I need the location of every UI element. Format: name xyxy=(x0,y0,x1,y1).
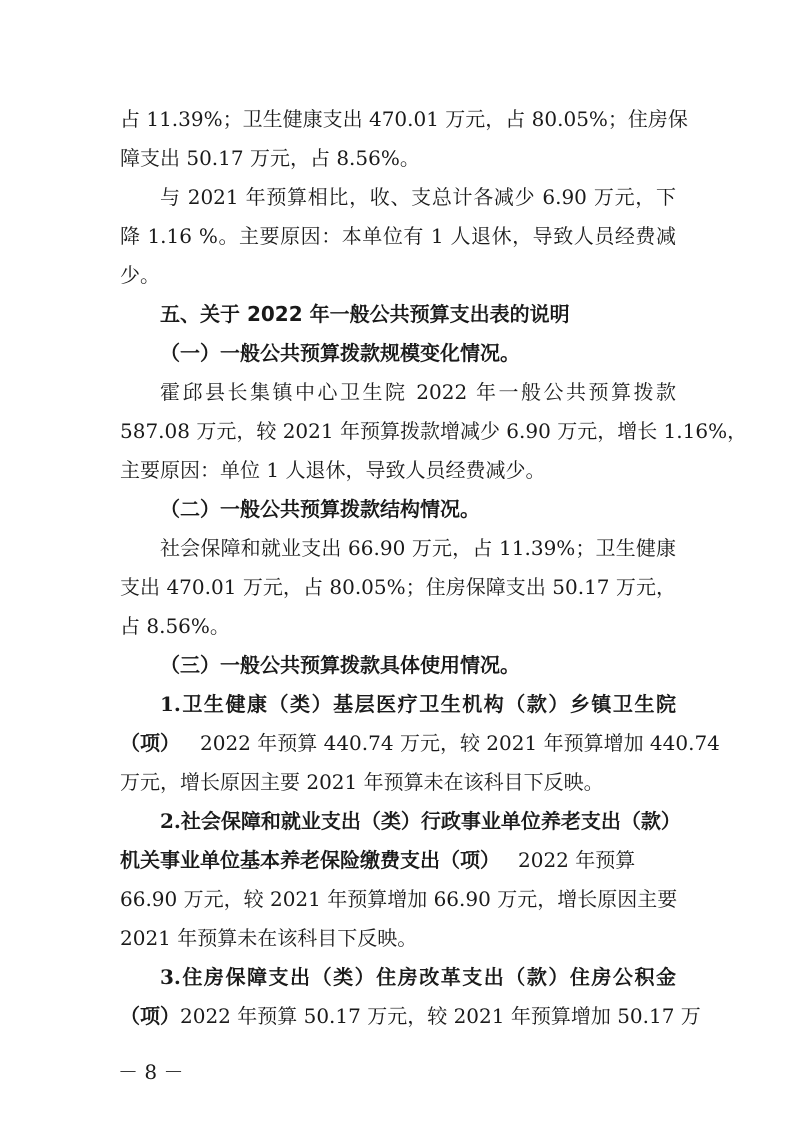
page-number: － 8 － xyxy=(118,1060,184,1084)
body-text: 2022 年预算 xyxy=(518,848,636,872)
body-text-line: 降 1.16 %。主要原因：本单位有 1 人退休，导致人员经费减 xyxy=(120,224,676,248)
body-text-line: 占 11.39%；卫生健康支出 470.01 万元，占 80.05%；住房保 xyxy=(120,107,688,131)
subsection-heading: （一）一般公共预算拨款规模变化情况。 xyxy=(160,341,520,365)
subsection-heading: （三）一般公共预算拨款具体使用情况。 xyxy=(160,653,520,677)
body-text-line: 587.08 万元，较 2021 年预算拨款增减少 6.90 万元，增长 1.16%， xyxy=(120,419,748,443)
body-text-line: 支出 470.01 万元，占 80.05%；住房保障支出 50.17 万元， xyxy=(120,575,676,599)
body-text: 2022 年预算 50.17 万元，较 2021 年预算增加 50.17 万 xyxy=(180,1004,701,1028)
body-text-line: 与 2021 年预算相比，收、支总计各减少 6.90 万元，下 xyxy=(160,185,676,209)
body-text-line: 社会保障和就业支出 66.90 万元，占 11.39%；卫生健康 xyxy=(160,536,676,560)
item-heading: 1.卫生健康（类）基层医疗卫生机构（款）乡镇卫生院 xyxy=(160,692,676,716)
item-line xyxy=(120,846,635,874)
item-line xyxy=(120,729,720,757)
item-heading: 3.住房保障支出（类）住房改革支出（款）住房公积金 xyxy=(160,965,676,989)
body-text-line: 障支出 50.17 万元，占 8.56%。 xyxy=(120,146,420,170)
item-heading-tail: （项） xyxy=(120,1004,180,1028)
body-text-line: 霍邱县长集镇中心卫生院 2022 年一般公共预算拨款 xyxy=(160,380,676,404)
body-text-line: 66.90 万元，较 2021 年预算增加 66.90 万元，增长原因主要 xyxy=(120,887,678,911)
item-heading-tail: （项） xyxy=(120,731,180,755)
body-text: 2022 年预算 440.74 万元，较 2021 年预算增加 440.74 xyxy=(200,731,720,755)
subsection-heading: （二）一般公共预算拨款结构情况。 xyxy=(160,497,480,521)
body-text-line: 主要原因：单位 1 人退休，导致人员经费减少。 xyxy=(120,458,546,482)
body-text-line: 少。 xyxy=(120,263,160,287)
body-text-line: 2021 年预算未在该科目下反映。 xyxy=(120,926,418,950)
body-text-line: 万元，增长原因主要 2021 年预算未在该科目下反映。 xyxy=(120,770,604,794)
body-text-line: 占 8.56%。 xyxy=(120,614,230,638)
item-line xyxy=(120,1002,701,1030)
section-heading: 五、关于 2022 年一般公共预算支出表的说明 xyxy=(160,302,570,326)
item-heading-tail: 机关事业单位基本养老保险缴费支出（项） xyxy=(120,848,500,872)
item-heading: 2.社会保障和就业支出（类）行政事业单位养老支出（款） xyxy=(160,809,681,833)
